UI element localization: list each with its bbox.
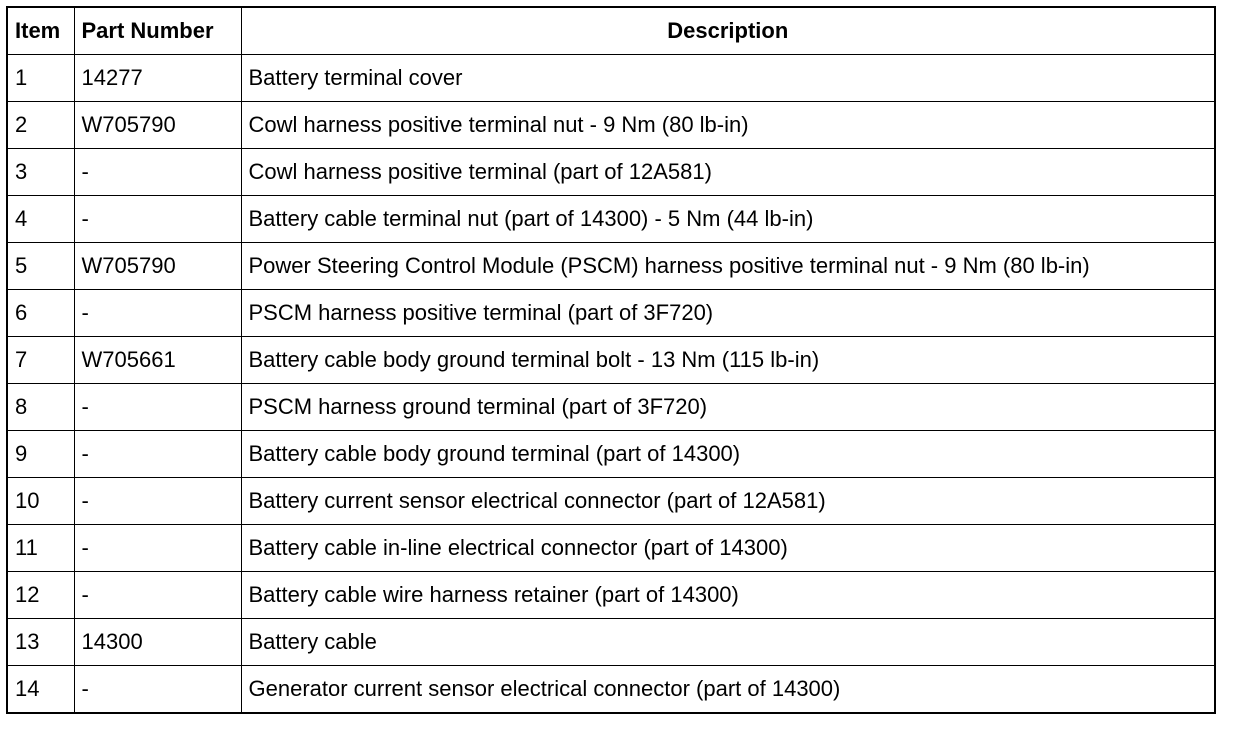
item-cell: 13 — [7, 619, 74, 666]
item-cell: 11 — [7, 525, 74, 572]
table-row — [7, 196, 1215, 243]
item-cell: 8 — [7, 384, 74, 431]
description-cell: Cowl harness positive terminal (part of 12A581) — [241, 149, 1215, 196]
description-cell: Battery cable in-line electrical connector (part of 14300) — [241, 525, 1215, 572]
part-number-cell: - — [74, 290, 241, 337]
table-row — [7, 384, 1215, 431]
table-row — [7, 572, 1215, 619]
part-number-cell: - — [74, 666, 241, 714]
description-cell: Battery terminal cover — [241, 55, 1215, 102]
part-number-cell: - — [74, 525, 241, 572]
part-number-cell: 14277 — [74, 55, 241, 102]
part-number-cell: - — [74, 196, 241, 243]
parts-table — [6, 6, 1216, 714]
item-cell: 12 — [7, 572, 74, 619]
table-body — [7, 55, 1215, 714]
item-cell: 2 — [7, 102, 74, 149]
part-number-cell: - — [74, 431, 241, 478]
description-cell: Battery cable body ground terminal bolt - 13 Nm (115 lb-in) — [241, 337, 1215, 384]
table-row — [7, 619, 1215, 666]
table-row — [7, 290, 1215, 337]
part-number-cell: - — [74, 572, 241, 619]
header-description: Description — [241, 7, 1215, 55]
table-row — [7, 478, 1215, 525]
part-number-cell: W705790 — [74, 243, 241, 290]
header-row — [7, 7, 1215, 55]
part-number-cell: - — [74, 149, 241, 196]
part-number-cell: W705661 — [74, 337, 241, 384]
part-number-cell: W705790 — [74, 102, 241, 149]
table-row — [7, 102, 1215, 149]
item-cell: 3 — [7, 149, 74, 196]
table-row — [7, 666, 1215, 714]
description-cell: Cowl harness positive terminal nut - 9 Nm (80 lb-in) — [241, 102, 1215, 149]
description-cell: PSCM harness positive terminal (part of 3F720) — [241, 290, 1215, 337]
part-number-cell: - — [74, 384, 241, 431]
table-row — [7, 55, 1215, 102]
description-cell: Battery current sensor electrical connector (part of 12A581) — [241, 478, 1215, 525]
table-row — [7, 525, 1215, 572]
item-cell: 7 — [7, 337, 74, 384]
part-number-cell: - — [74, 478, 241, 525]
item-cell: 10 — [7, 478, 74, 525]
description-cell: Battery cable — [241, 619, 1215, 666]
description-cell: Battery cable body ground terminal (part of 14300) — [241, 431, 1215, 478]
table-row — [7, 243, 1215, 290]
description-cell: Battery cable terminal nut (part of 14300) - 5 Nm (44 lb-in) — [241, 196, 1215, 243]
part-number-cell: 14300 — [74, 619, 241, 666]
item-cell: 6 — [7, 290, 74, 337]
table-row — [7, 337, 1215, 384]
item-cell: 1 — [7, 55, 74, 102]
description-cell: Power Steering Control Module (PSCM) harness positive terminal nut - 9 Nm (80 lb-in) — [241, 243, 1215, 290]
table-row — [7, 149, 1215, 196]
item-cell: 9 — [7, 431, 74, 478]
item-cell: 14 — [7, 666, 74, 714]
item-cell: 4 — [7, 196, 74, 243]
description-cell: PSCM harness ground terminal (part of 3F720) — [241, 384, 1215, 431]
table-row — [7, 431, 1215, 478]
description-cell: Battery cable wire harness retainer (part of 14300) — [241, 572, 1215, 619]
item-cell: 5 — [7, 243, 74, 290]
header-part-number: Part Number — [74, 7, 241, 55]
description-cell: Generator current sensor electrical connector (part of 14300) — [241, 666, 1215, 714]
header-item: Item — [7, 7, 74, 55]
